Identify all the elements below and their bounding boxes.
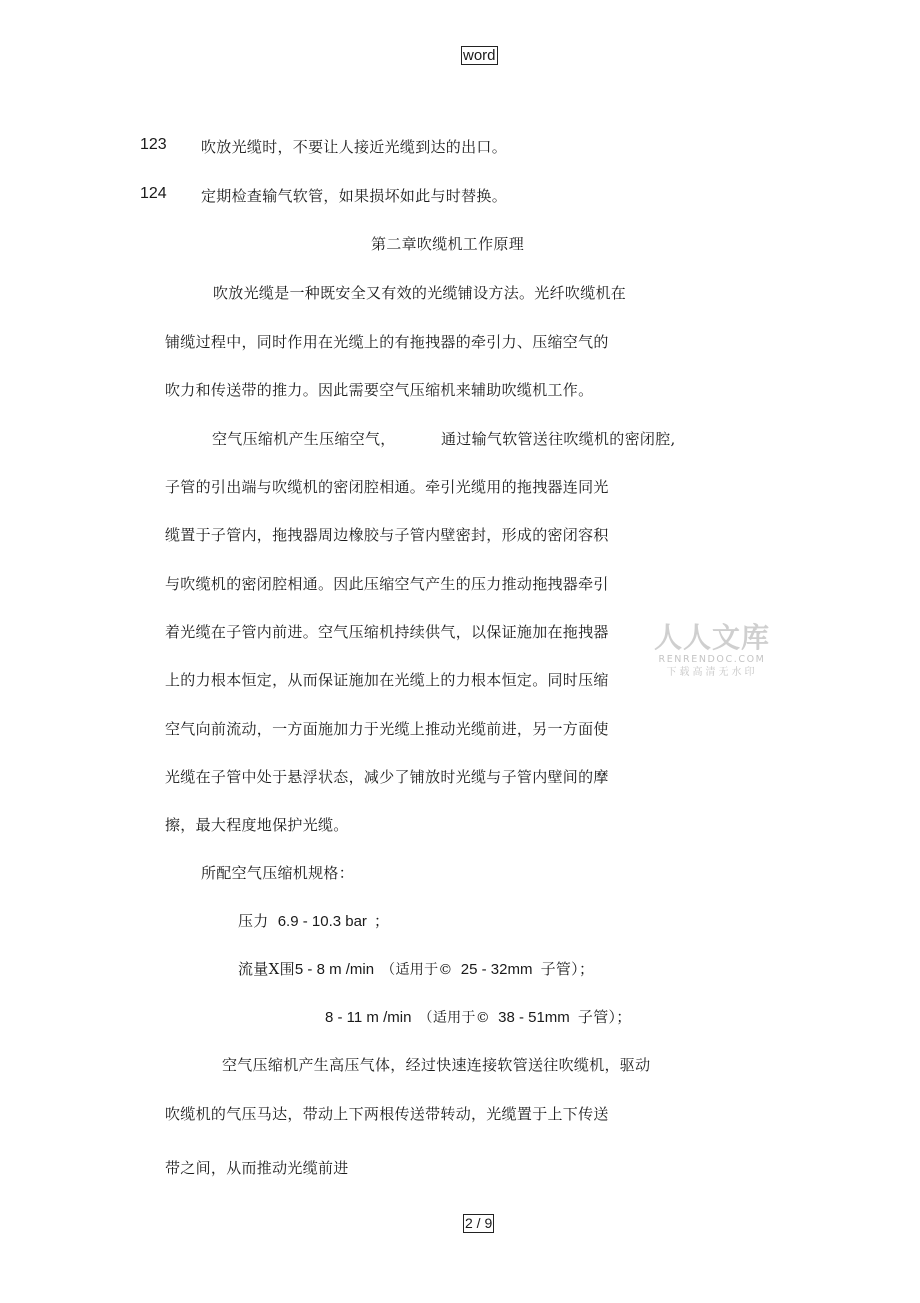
paragraph-line: 缆置于子管内，拖拽器周边橡胶与子管内壁密封，形成的密闭容积 (165, 526, 609, 544)
chapter-title: 第二章吹缆机工作原理 (371, 235, 525, 253)
watermark-slogan: 下载高清无水印 (666, 667, 758, 678)
watermark-domain: RENRENDOC.COM (658, 654, 766, 665)
paragraph-line: 带之间，从而推动光缆前进 (165, 1159, 349, 1177)
paragraph-line: 着光缆在子管内前进。空气压缩机持续供气，以保证施加在拖拽器 (165, 623, 609, 641)
item-number-123: 123 (140, 136, 167, 153)
spec-flow-2 (325, 1006, 632, 1027)
header-label: word (463, 47, 496, 64)
paragraph-line: 与吹缆机的密闭腔相通。因此压缩空气产生的压力推动拖拽器牵引 (165, 575, 609, 593)
spec-flow2-size: 38 - 51mm (498, 1009, 570, 1026)
item-number-124: 124 (140, 185, 167, 202)
watermark-title: 人人文库 (653, 621, 770, 654)
spec-pressure-label: 压力 (238, 912, 269, 930)
spec-pressure (238, 910, 389, 931)
watermark-logo (648, 622, 776, 679)
paragraph-line: 通过输气软管送往吹缆机的密闭腔, (441, 430, 676, 448)
page-number: 2 / 9 (465, 1215, 493, 1231)
spec-flow1-value: 5 - 8 m /min (294, 961, 375, 978)
spec-flow-label: 流量X围 (238, 960, 295, 978)
spec-flow1-paren: （适用于© (381, 962, 453, 978)
spec-flow2-paren: （适用于© (418, 1010, 491, 1026)
paragraph-line: 空气压缩机产生压缩空气， (212, 430, 396, 448)
paragraph-line: 空气向前流动，一方面施加力于光缆上推动光缆前进，另一方面使 (165, 720, 609, 738)
spec-flow2-end: 子管）； (577, 1008, 632, 1026)
paragraph-line: 子管的引出端与吹缆机的密闭腔相通。牵引光缆用的拖拽器连同光 (165, 478, 609, 496)
specs-intro: 所配空气压缩机规格： (201, 864, 355, 882)
paragraph-line: 光缆在子管中处于悬浮状态，减少了铺放时光缆与子管内壁间的摩 (165, 768, 609, 786)
spec-flow1-end: 子管）； (540, 960, 595, 978)
item-text-124: 定期检查输气软管，如果损坏如此与时替换。 (201, 187, 508, 205)
spec-pressure-value: 6.9 - 10.3 bar (277, 913, 367, 930)
paragraph-line: 擦，最大程度地保护光缆。 (165, 816, 349, 834)
spec-flow1-size: 25 - 32mm (460, 961, 533, 978)
spec-flow-1 (238, 958, 594, 979)
paragraph-line: 上的力根本恒定，从而保证施加在光缆上的力根本恒定。同时压缩 (165, 671, 609, 689)
spec-pressure-end: ； (374, 912, 390, 930)
paragraph-line: 吹缆机的气压马达，带动上下两根传送带转动，光缆置于上下传送 (165, 1105, 609, 1123)
item-text-123: 吹放光缆时，不要让人接近光缆到达的出口。 (201, 138, 508, 156)
paragraph-line: 空气压缩机产生高压气体，经过快速连接软管送往吹缆机，驱动 (222, 1056, 651, 1074)
paragraph-line: 铺缆过程中，同时作用在光缆上的有拖拽器的牵引力、压缩空气的 (165, 333, 609, 351)
paragraph-line: 吹力和传送带的推力。因此需要空气压缩机来辅助吹缆机工作。 (165, 381, 594, 399)
paragraph-line: 吹放光缆是一种既安全又有效的光缆铺设方法。光纤吹缆机在 (213, 284, 627, 302)
spec-flow2-value: 8 - 11 m /min (325, 1009, 412, 1026)
